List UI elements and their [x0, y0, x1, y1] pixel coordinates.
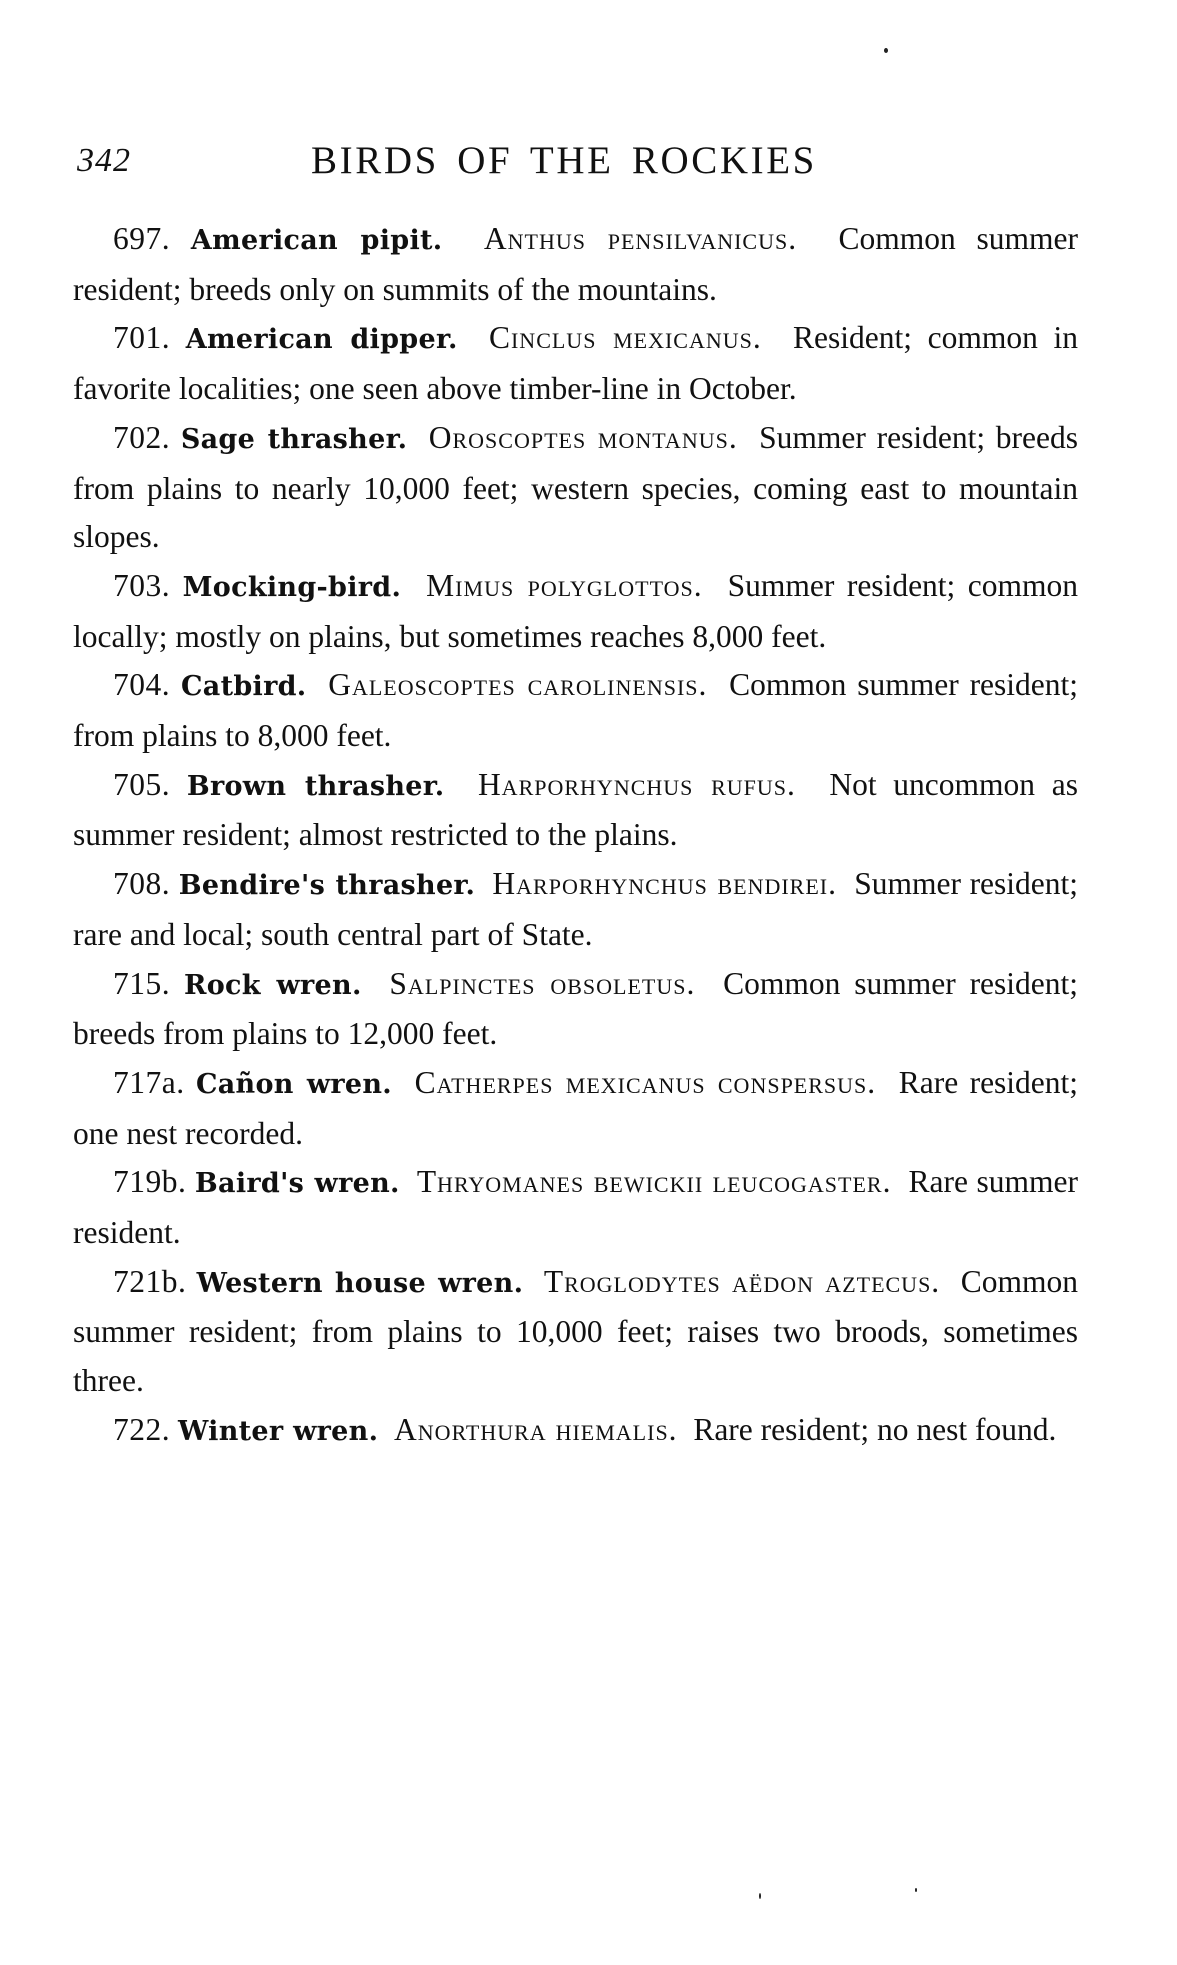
common-name: Sage thrasher. [180, 423, 408, 455]
entry-description: Common summer resident; from plains to 8,000 feet. [73, 667, 1079, 754]
entry-description: Summer resident; breeds from plains to nearly 10,000 feet; western species, coming east to mountain slopes. [73, 419, 1079, 555]
scan-speck [759, 1893, 761, 1899]
common-name: Mocking-bird. [182, 571, 402, 603]
scientific-name: Salpinctes obsoletus. [389, 965, 696, 1001]
species-entry [73, 414, 1078, 562]
species-entry [73, 960, 1078, 1059]
scientific-name: Thryomanes bewickii leucogaster. [416, 1164, 892, 1200]
scan-speck [915, 1888, 917, 1892]
scan-speck [884, 48, 888, 53]
entry-description: Summer resident; common locally; mostly on plains, but sometimes reaches 8,000 feet. [73, 567, 1079, 654]
entry-description: Not uncommon as summer resident; almost restricted to the plains. [73, 766, 1079, 853]
entry-number: 717a. [113, 1064, 185, 1100]
species-entry [73, 1158, 1078, 1257]
common-name: Western house wren. [196, 1267, 524, 1299]
entry-number: 719b. [113, 1164, 187, 1200]
entry-number: 722. [113, 1411, 171, 1447]
scientific-name: Harporhynchus rufus. [477, 766, 796, 802]
entry-number: 708. [113, 866, 171, 902]
scientific-name: Mimus polyglottos. [426, 567, 703, 603]
species-entry [73, 661, 1078, 760]
entry-number: 705. [113, 766, 171, 802]
entry-description: Summer resident; rare and local; south central part of State. [73, 866, 1079, 952]
species-entry [73, 761, 1078, 860]
entry-description: Resident; common in favorite localities; one seen above timber-line in October. [73, 320, 1079, 407]
scientific-name: Harporhynchus bendirei. [492, 866, 837, 902]
scientific-name: Anorthura hiemalis. [394, 1411, 678, 1447]
scientific-name: Cinclus mexicanus. [488, 320, 762, 356]
common-name: Bendire's thrasher. [178, 870, 476, 902]
species-entry [73, 1258, 1078, 1406]
running-title: BIRDS OF THE ROCKIES [311, 139, 817, 182]
species-entry [73, 562, 1078, 661]
species-entry [73, 215, 1078, 314]
species-entry [73, 314, 1078, 413]
common-name: American dipper. [185, 324, 458, 356]
scientific-name: Anthus pensilvanicus. [483, 221, 798, 256]
entry-description: Common summer resident; breeds from plains to 12,000 feet. [73, 965, 1079, 1052]
common-name: Brown thrasher. [186, 770, 445, 802]
entry-description: Common summer resident; breeds only on summits of the mountains. [73, 221, 1078, 307]
scientific-name: Galeoscoptes carolinensis. [328, 667, 708, 703]
common-name: Catbird. [180, 671, 307, 703]
entry-description: Rare resident; no nest found. [693, 1411, 1057, 1447]
entry-description: Rare resident; one nest recorded. [73, 1064, 1079, 1151]
entry-number: 702. [113, 419, 171, 455]
common-name: Baird's wren. [194, 1168, 400, 1200]
page-number: 342 [77, 142, 131, 179]
scientific-name: Oroscoptes montanus. [428, 419, 738, 455]
species-list [73, 215, 1078, 1457]
common-name: American pipit. [190, 225, 443, 256]
running-head [73, 138, 1078, 188]
scientific-name: Catherpes mexicanus conspersus. [414, 1064, 877, 1100]
entry-number: 703. [113, 567, 171, 603]
entry-number: 715. [113, 965, 171, 1001]
common-name: Cañon wren. [195, 1068, 393, 1100]
common-name: Rock wren. [184, 969, 362, 1001]
entry-number: 704. [113, 667, 171, 703]
entry-number: 721b. [113, 1263, 187, 1299]
entry-number: 701. [113, 320, 171, 356]
entry-description: Common summer resident; from plains to 10,000 feet; raises two broods, sometimes three. [73, 1263, 1079, 1399]
entry-description: Rare summer resident. [73, 1164, 1079, 1251]
scientific-name: Troglodytes aëdon aztecus. [543, 1263, 941, 1299]
species-entry [73, 860, 1078, 959]
species-entry [73, 1059, 1078, 1158]
entry-number: 697. [113, 221, 171, 256]
species-entry [73, 1406, 1078, 1457]
common-name: Winter wren. [178, 1415, 379, 1447]
